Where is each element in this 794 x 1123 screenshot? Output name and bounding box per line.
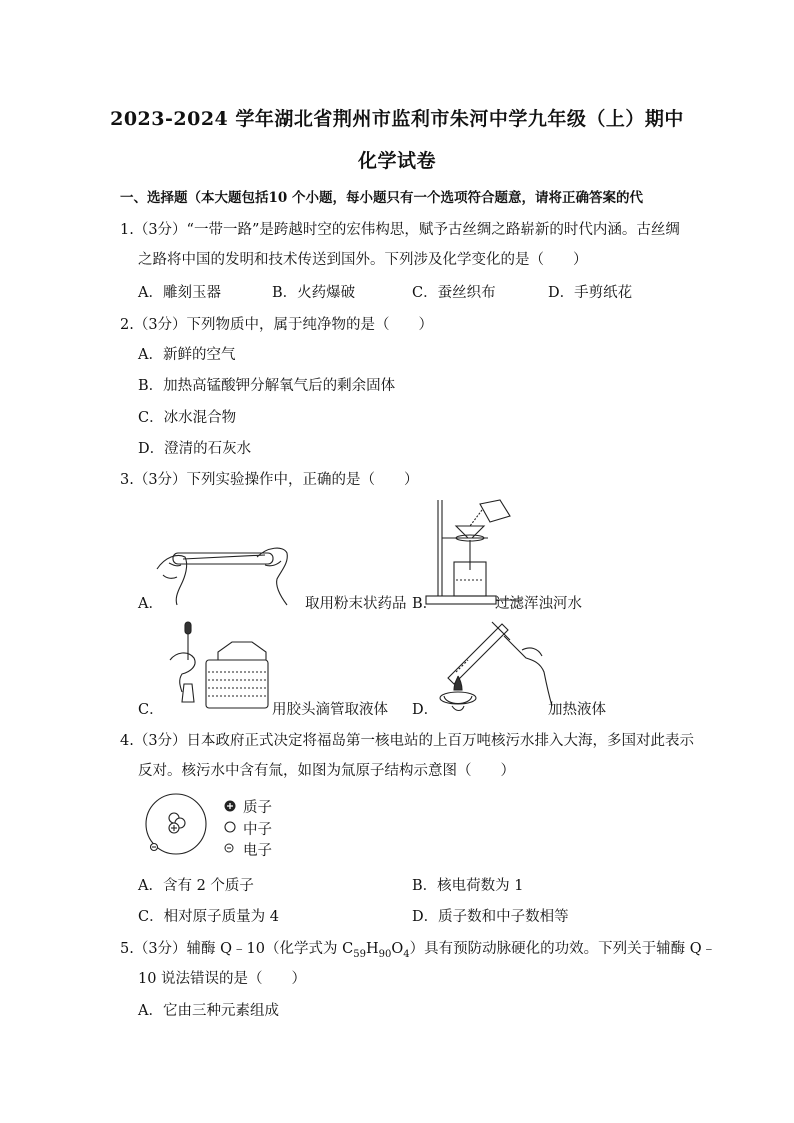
figure-powder-sampling bbox=[155, 535, 305, 605]
q1-stem-line2: 之路将中国的发明和技术传送到国外。下列涉及化学变化的是（ ） bbox=[138, 252, 588, 268]
q4-option-d[interactable]: D．质子数和中子数相等 bbox=[412, 909, 569, 925]
q4-stem-line2: 反对。核污水中含有氚，如图为氚原子结构示意图（ ） bbox=[138, 763, 515, 779]
q3-option-d[interactable]: D． bbox=[412, 702, 439, 718]
q3-option-c-caption: 用胶头滴管取液体 bbox=[272, 702, 388, 718]
legend-electron-label: 电子 bbox=[243, 843, 272, 859]
figure-heating-liquid bbox=[434, 620, 552, 712]
figure-dropper bbox=[160, 620, 272, 712]
q1-option-a[interactable]: A．雕刻玉器 bbox=[138, 285, 221, 301]
q1-option-d[interactable]: D．手剪纸花 bbox=[548, 285, 633, 301]
q3-option-b-caption: 过滤浑浊河水 bbox=[495, 596, 582, 612]
proton-symbol-icon bbox=[224, 800, 238, 814]
q3-stem: 3.（3分）下列实验操作中，正确的是（ ） bbox=[120, 472, 419, 488]
q4-option-b[interactable]: B．核电荷数为 1 bbox=[412, 878, 524, 894]
q1-stem-line1: 1.（3分）“一带一路”是跨越时空的宏伟构思，赋予古丝绸之路崭新的时代内涵。古丝绸 bbox=[120, 222, 680, 238]
q1-option-c[interactable]: C．蚕丝织布 bbox=[412, 285, 496, 301]
q2-option-c[interactable]: C．冰水混合物 bbox=[138, 410, 237, 426]
tritium-atom-diagram bbox=[138, 794, 218, 854]
title-line-1: 2023-2024 学年湖北省荆州市监利市朱河中学九年级（上）期中 bbox=[110, 108, 684, 130]
q3-option-d-caption: 加热液体 bbox=[548, 702, 606, 718]
q2-stem: 2.（3分）下列物质中，属于纯净物的是（ ） bbox=[120, 317, 434, 333]
q4-option-c[interactable]: C．相对原子质量为 4 bbox=[138, 909, 279, 925]
q5-option-a[interactable]: A．它由三种元素组成 bbox=[138, 1003, 279, 1019]
q4-option-a[interactable]: A．含有 2 个质子 bbox=[138, 878, 254, 894]
q3-option-a[interactable]: A． bbox=[138, 596, 163, 612]
legend-neutron-label: 中子 bbox=[243, 822, 272, 838]
q5-stem-line1: 5.（3分）辅酶 Q﹣10（化学式为 $C_{59}H_{90}O_4$）具有预防动脉硬化的功效。下列关于辅酶 Q﹣ bbox=[120, 941, 717, 960]
q2-option-b[interactable]: B．加热高锰酸钾分解氧气后的剩余固体 bbox=[138, 378, 396, 394]
q2-option-d[interactable]: D．澄清的石灰水 bbox=[138, 441, 252, 457]
legend-proton-label: 质子 bbox=[243, 800, 272, 816]
neutron-symbol-icon bbox=[224, 821, 238, 835]
q3-option-c[interactable]: C． bbox=[138, 702, 164, 718]
q2-option-a[interactable]: A．新鲜的空气 bbox=[138, 347, 236, 363]
q4-stem-line1: 4.（3分）日本政府正式决定将福岛第一核电站的上百万吨核污水排入大海，多国对此表示 bbox=[120, 733, 695, 749]
q3-option-a-caption: 取用粉末状药品 bbox=[305, 596, 407, 612]
title-line-2: 化学试卷 bbox=[357, 150, 436, 172]
q3-option-b[interactable]: B． bbox=[412, 596, 438, 612]
section-heading: 一、选择题（本大题包括10 个小题，每小题只有一个选项符合题意，请将正确答案的代 bbox=[120, 190, 643, 206]
electron-symbol-icon bbox=[224, 843, 236, 855]
q1-option-b[interactable]: B．火药爆破 bbox=[272, 285, 356, 301]
q5-stem-line2: 10 说法错误的是（ ） bbox=[138, 971, 307, 987]
